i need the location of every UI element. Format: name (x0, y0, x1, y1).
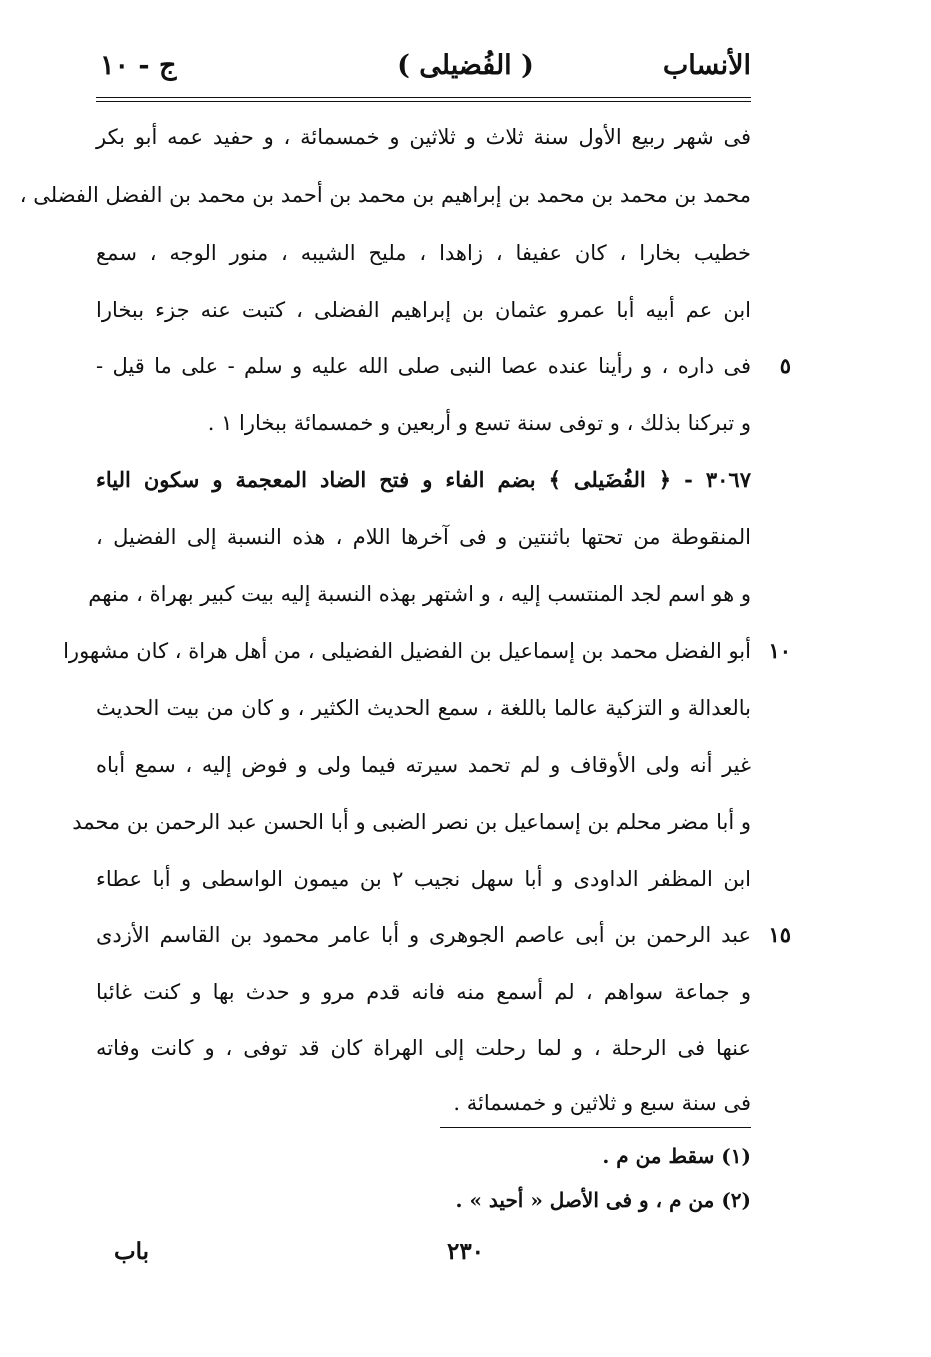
text-line: ابن عم أبيه أبا عمرو عثمان بن إبراهيم الفضلى ، كتبت عنه جزء ببخارا (96, 298, 751, 322)
text-line: فى سنة سبع و ثلاثين و خمسمائة . (453, 1091, 751, 1115)
text-line: عنها فى الرحلة ، و لما رحلت إلى الهراة كان قد توفى ، و كانت وفاته (96, 1036, 751, 1060)
text-line: عبد الرحمن بن أبى عاصم الجوهرى و أبا عامر محمود بن القاسم الأزدى (96, 923, 751, 947)
footnote-rule (440, 1127, 751, 1128)
text-line: فى شهر ربيع الأول سنة ثلاث و ثلاثين و خمسمائة ، و حفيد عمه أبو بكر (96, 125, 751, 149)
footnote: (٢) من م ، و فى الأصل « أحيد » . (455, 1188, 751, 1212)
entry-heading-line: ٣٠٦٧ - ﴿ الفُضَيلى ﴾ بضم الفاء و فتح الضاد المعجمة و سكون الياء (96, 467, 751, 492)
text-line: محمد بن محمد بن محمد بن إبراهيم بن محمد بن أحمد بن محمد بن الفضل الفضلى ، (19, 183, 751, 207)
text-line: خطيب بخارا ، كان عفيفا ، زاهدا ، مليح الشيبه ، منور الوجه ، سمع (96, 241, 751, 265)
footnote: (١) سقط من م . (602, 1144, 751, 1168)
section-title: ( الفُضيلى ) (397, 50, 534, 81)
text-line: و أبا مضر محلم بن إسماعيل بن نصر الضبى و أبا الحسن عبد الرحمن بن محمد (72, 810, 751, 834)
header-rule-double (96, 101, 751, 102)
volume-label: ج - ١٠ (100, 50, 177, 81)
line-number-10: ١٠ (768, 638, 791, 663)
header-rule (96, 97, 751, 98)
text-line: فى داره ، و رأينا عنده عصا النبى صلى الله عليه و سلم - على ما قيل - (96, 354, 751, 378)
text-line: بالعدالة و التزكية عالما باللغة ، سمع الحديث الكثير ، و كان من بيت الحديث (96, 696, 751, 720)
text-line: ابن المظفر الداودى و أبا سهل نجيب ٢ بن ميمون الواسطى و أبا عطاء (96, 867, 751, 891)
text-line: غير أنه ولى الأوقاف و لم تحمد سيرته فيما ولى و فوض إليه ، سمع أباه (96, 753, 751, 777)
text-line: و جماعة سواهم ، لم أسمع منه فانه قدم مرو و حدث بها و كنت غائبا (96, 980, 751, 1004)
running-title: الأنساب (662, 50, 751, 81)
line-number-15: ١٥ (768, 922, 791, 947)
catchword: باب (114, 1238, 150, 1265)
text-line: أبو الفضل محمد بن إسماعيل بن الفضيل الفضيلى ، من أهل هراة ، كان مشهورا (63, 639, 751, 663)
text-line: المنقوطة من تحتها باثنتين و فى آخرها اللام ، هذه النسبة إلى الفضيل ، (96, 525, 751, 549)
text-line: و تبركنا بذلك ، و توفى سنة تسع و أربعين و خمسمائة ببخارا ١ . (207, 411, 751, 435)
text-line: و هو اسم لجد المنتسب إليه ، و اشتهر بهذه النسبة إليه بيت كبير بهراة ، منهم (88, 582, 751, 606)
page-number: ٢٣٠ (446, 1238, 485, 1265)
line-number-5: ٥ (779, 353, 791, 378)
